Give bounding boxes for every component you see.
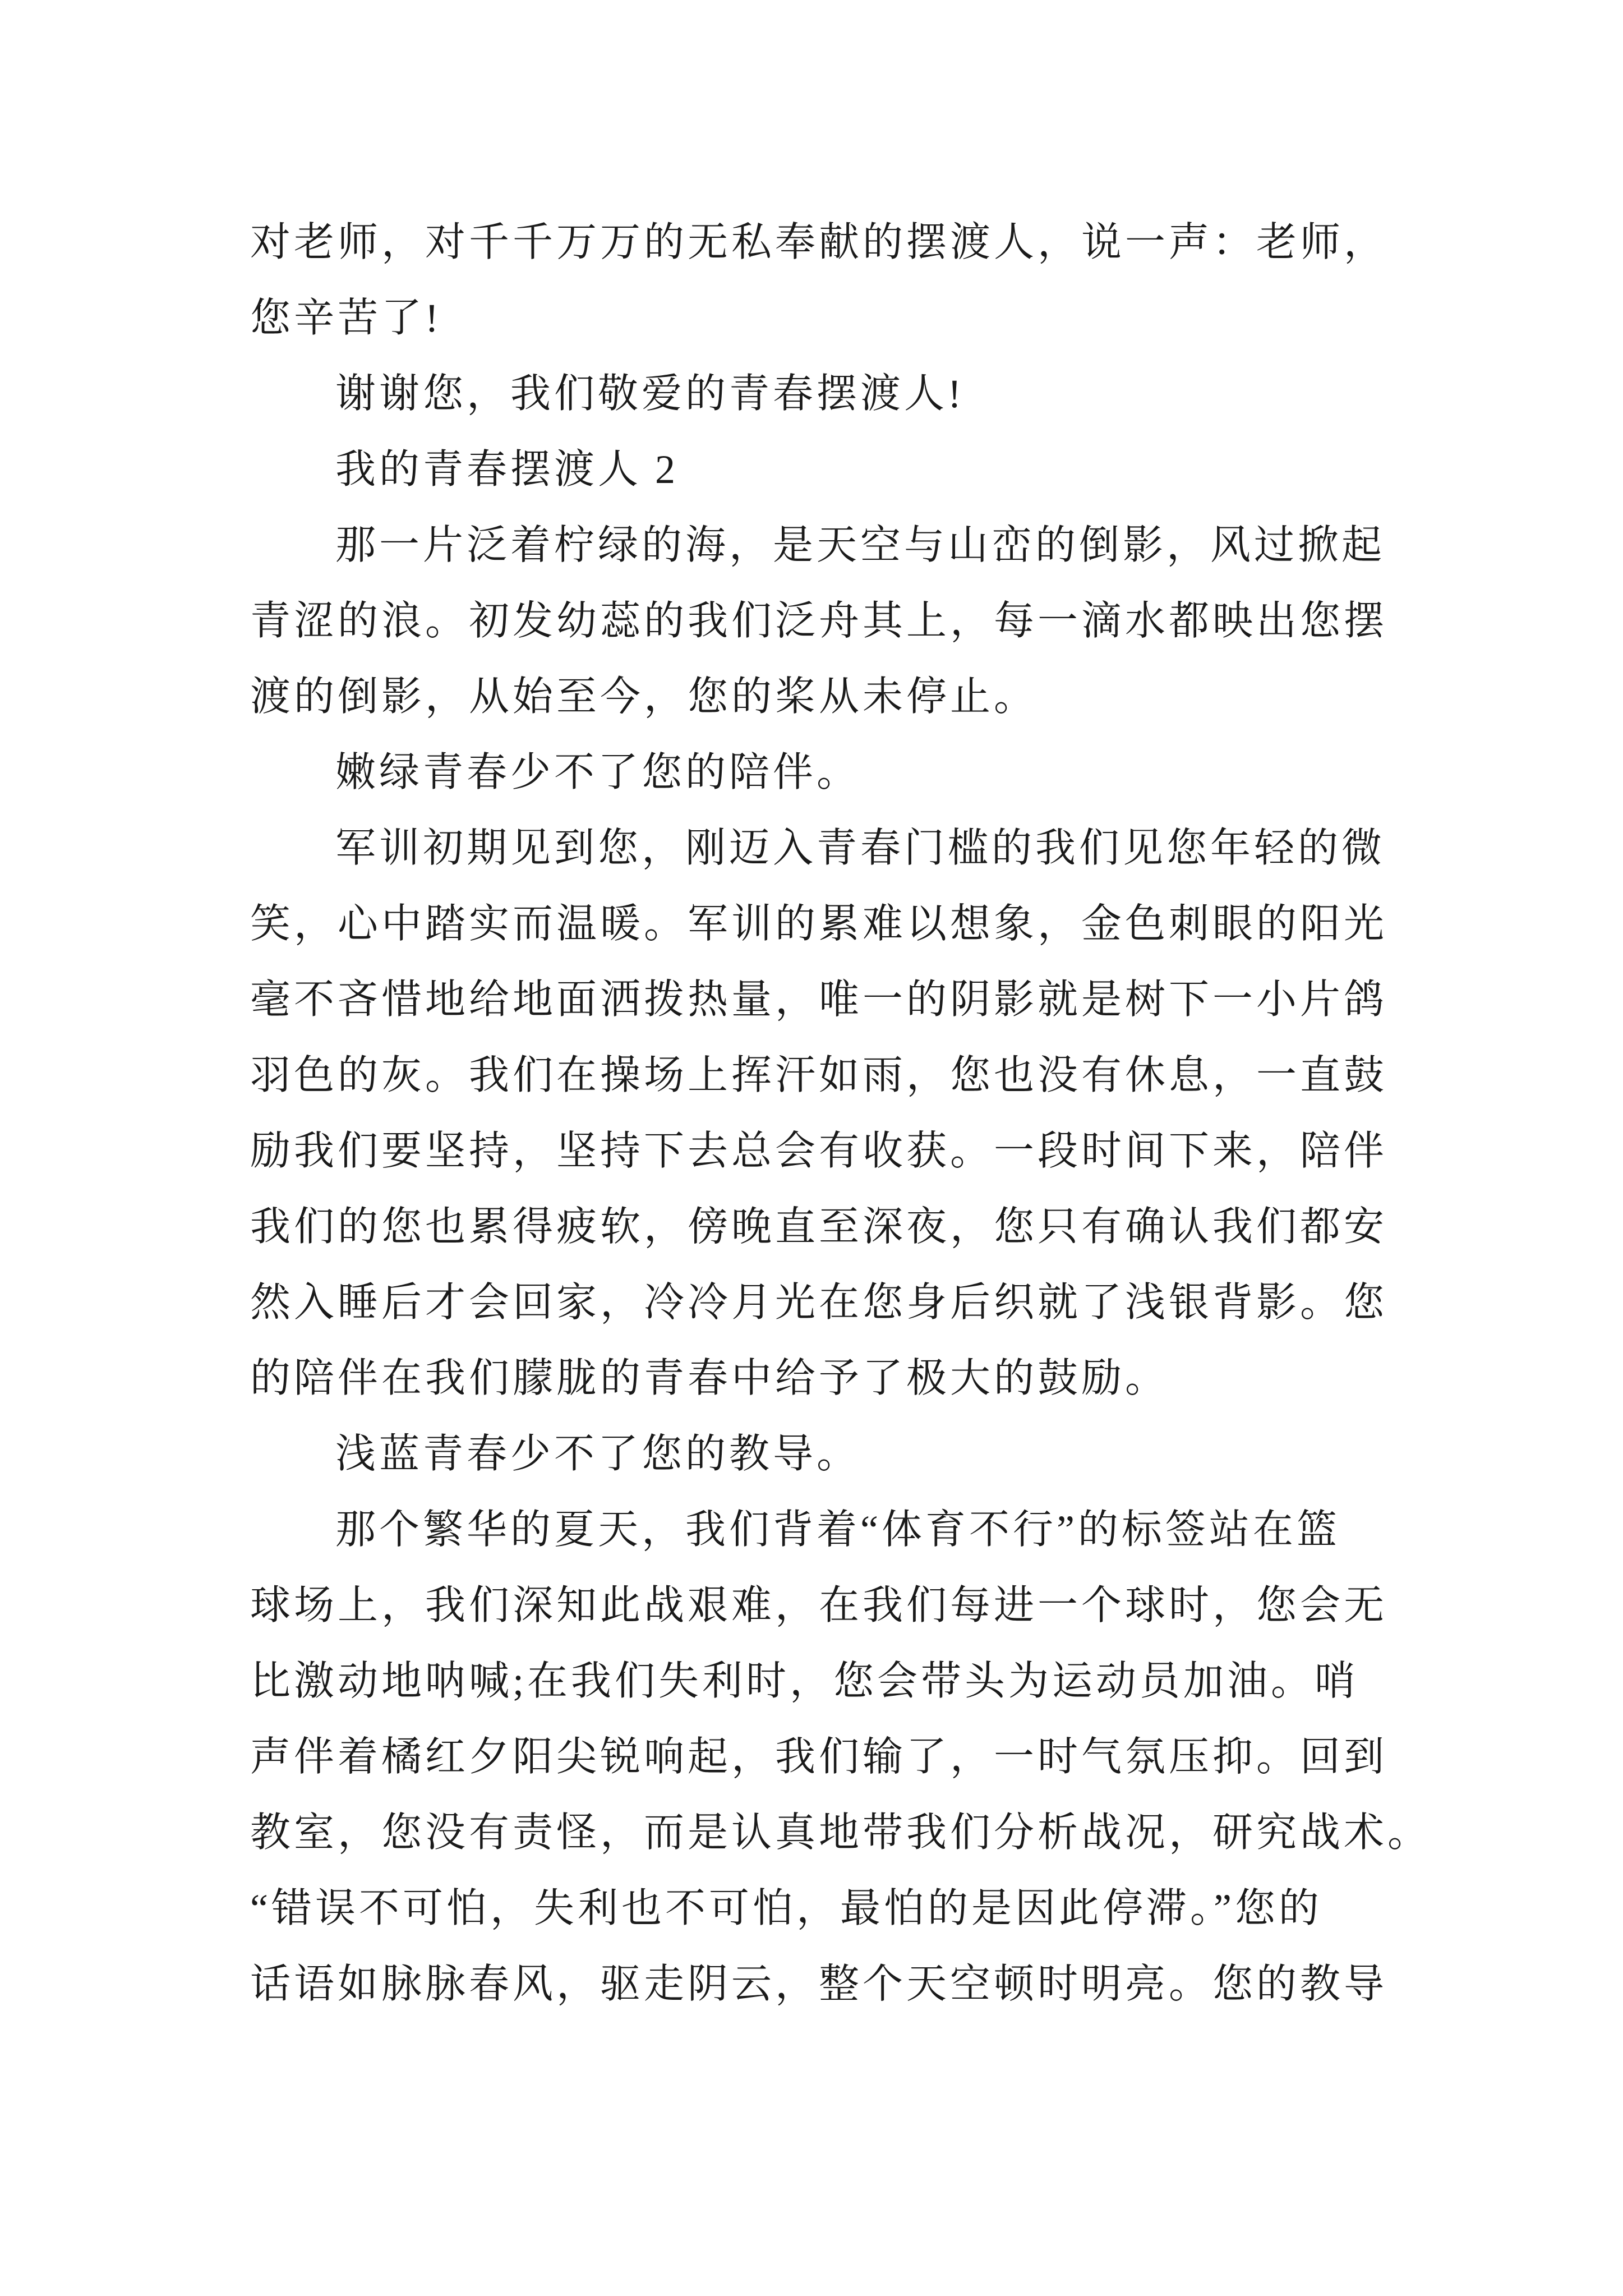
text-line: 浅蓝青春少不了您的教导。 bbox=[335, 1432, 861, 1476]
text-line: 那个繁华的夏天，我们背着“体育不行”的标签站在篮 bbox=[335, 1507, 1340, 1552]
paragraph bbox=[250, 356, 1389, 432]
text-line: 声伴着橘红夕阳尖锐响起，我们输了，一时气氛压抑。回到 bbox=[250, 1734, 1388, 1779]
text-line: 羽色的灰。我们在操场上挥汗如雨，您也没有休息，一直鼓 bbox=[250, 1053, 1388, 1098]
paragraph bbox=[250, 1492, 1432, 2022]
text-line: 青涩的浪。初发幼蕊的我们泛舟其上，每一滴水都映出您摆 bbox=[250, 599, 1388, 643]
text-line: 谢谢您，我们敬爱的青春摆渡人! bbox=[335, 371, 965, 416]
paragraph bbox=[250, 811, 1389, 1416]
text-line: 您辛苦了! bbox=[250, 296, 442, 341]
document-body bbox=[250, 205, 1432, 2022]
text-line: 嫩绿青春少不了您的陪伴。 bbox=[335, 750, 861, 795]
text-line: 那一片泛着柠绿的海，是天空与山峦的倒影，风过掀起 bbox=[335, 523, 1386, 568]
text-line: 笑，心中踏实而温暖。军训的累难以想象，金色刺眼的阳光 bbox=[250, 901, 1388, 946]
heading-line: 我的青春摆渡人 2 bbox=[335, 447, 679, 492]
paragraph bbox=[250, 205, 1389, 356]
text-line: 军训初期见到您，刚迈入青春门槛的我们见您年轻的微 bbox=[335, 826, 1386, 871]
text-line: 我们的您也累得疲软，傍晚直至深夜，您只有确认我们都安 bbox=[250, 1204, 1388, 1249]
paragraph bbox=[250, 1416, 1389, 1492]
text-line: 比激动地呐喊;在我们失利时，您会带头为运动员加油。哨 bbox=[250, 1659, 1359, 1704]
text-line: “错误不可怕，失利也不可怕，最怕的是因此停滞。”您的 bbox=[250, 1886, 1322, 1931]
text-line: 毫不吝惜地给地面洒拨热量，唯一的阴影就是树下一小片鸽 bbox=[250, 977, 1388, 1022]
text-line: 然入睡后才会回家，冷冷月光在您身后织就了浅银背影。您 bbox=[250, 1280, 1388, 1325]
text-line: 对老师，对千千万万的无私奉献的摆渡人，说一声：老师， bbox=[250, 220, 1388, 265]
text-line: 话语如脉脉春风，驱走阴云，整个天空顿时明亮。您的教导 bbox=[250, 1962, 1388, 2007]
text-line: 励我们要坚持，坚持下去总会有收获。一段时间下来，陪伴 bbox=[250, 1129, 1388, 1174]
paragraph bbox=[250, 508, 1389, 735]
paragraph bbox=[250, 735, 1389, 811]
text-line: 的陪伴在我们朦胧的青春中给予了极大的鼓励。 bbox=[250, 1356, 1169, 1401]
text-line: 教室，您没有责怪，而是认真地带我们分析战况，研究战术。 bbox=[250, 1810, 1432, 1855]
text-line: 球场上，我们深知此战艰难，在我们每进一个球时，您会无 bbox=[250, 1583, 1388, 1628]
section-heading bbox=[250, 432, 1389, 508]
text-line: 渡的倒影，从始至今，您的桨从未停止。 bbox=[250, 674, 1038, 719]
